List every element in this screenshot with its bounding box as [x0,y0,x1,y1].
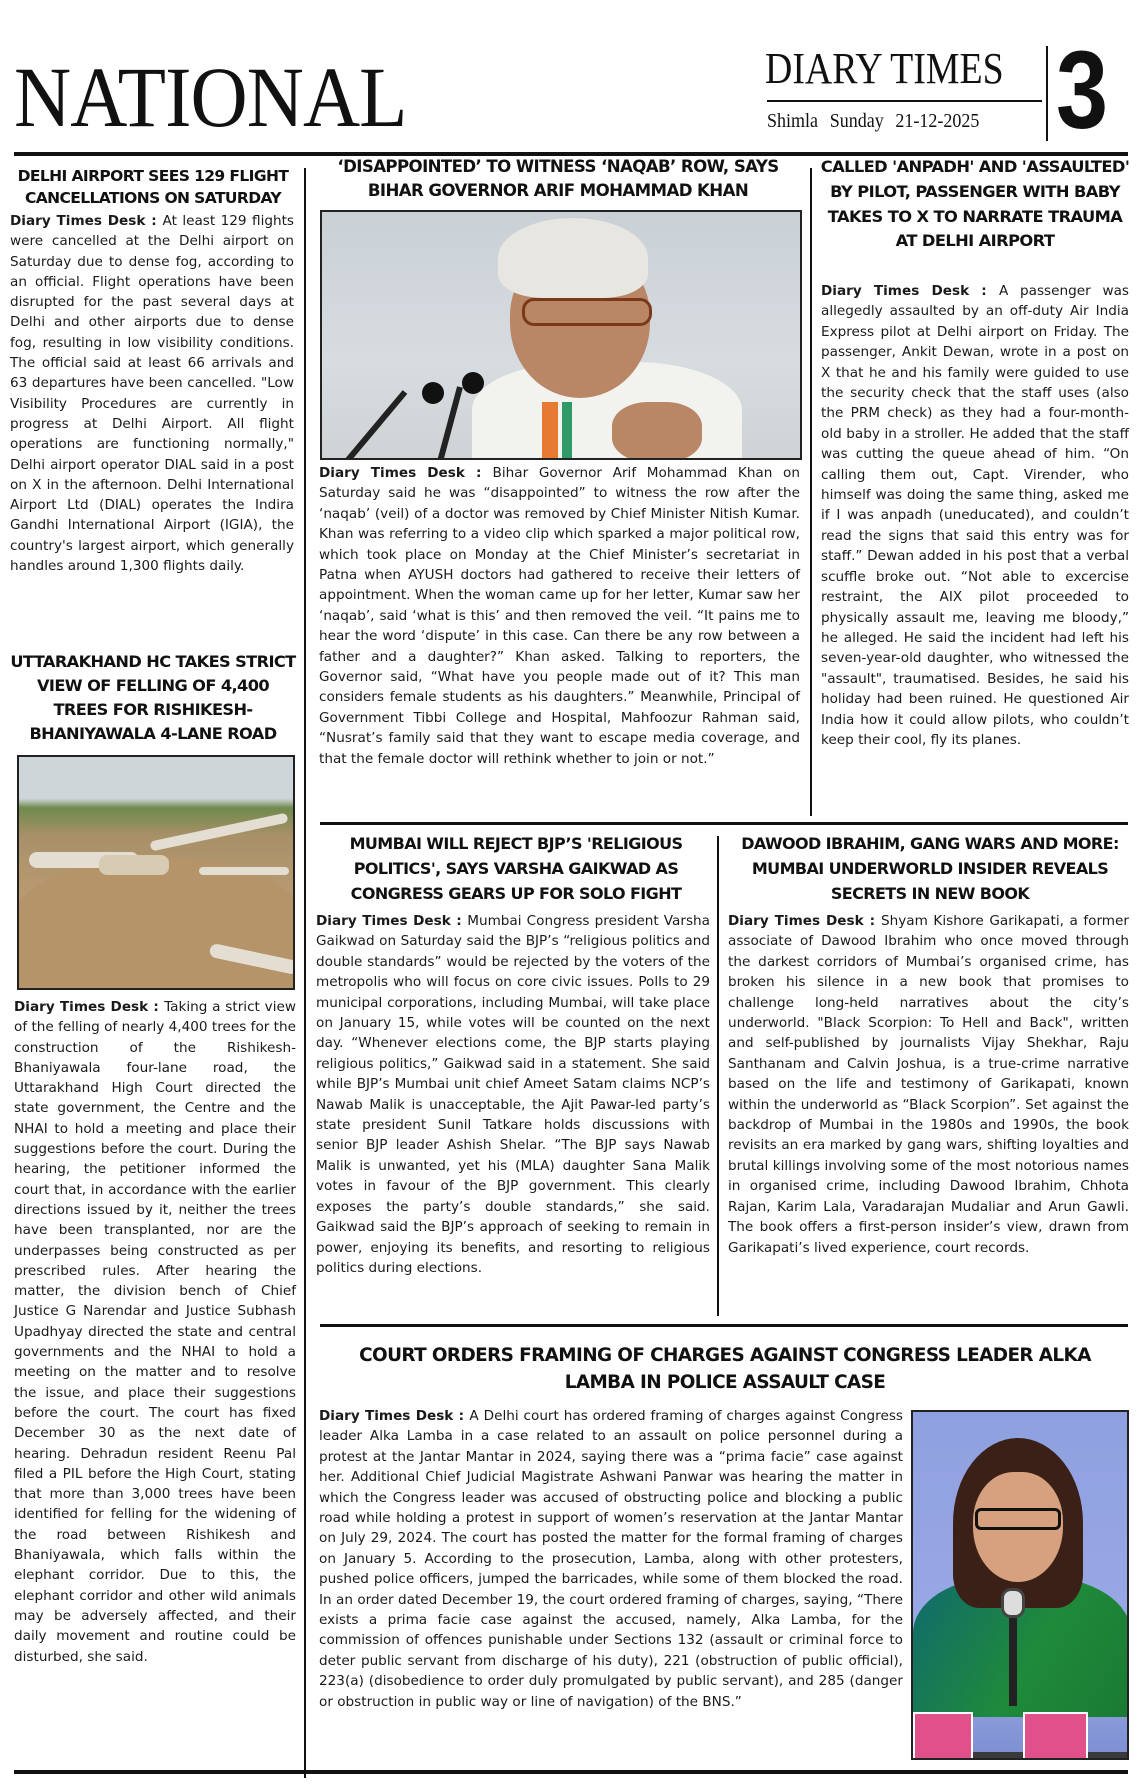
article-headline: DELHI AIRPORT SEES 129 FLIGHT CANCELLATIONS ON SATURDAY [17,167,289,207]
masthead-vertical-rule [1046,46,1048,141]
article-text: At least 129 flights were cancelled at the Delhi airport on Saturday due to dense fog, according to an official. Flight operations have been disrupted for the past several days at Delhi and other airports due to dense fog, resulting in low visibility conditions. The official said at least 66 arrivals and 63 departures have been cancelled. "Low Visibility Procedures are currently in progress at Delhi Airport. All flight operations are functioning normally," Delhi airport operator DIAL said in a post on X in the afternoon. Delhi International Airport Ltd (DIAL) operates the Indira Gandhi International Airport (IGIA), the country's largest airport, which generally handles around 1,300 flights daily. [10,213,295,575]
dateline: Shimla Sunday 21-12-2025 [767,110,980,132]
byline: Diary Times Desk : [728,913,882,929]
felled-trees-photo [17,755,295,990]
page-number: 3 [1056,29,1109,152]
article-text: A passenger was allegedly assaulted by an off-duty Air India Express pilot at Delhi airport on Friday. The passenger, Ankit Dewan, wrote in a post on X that he and his family were guided to use the security check that the staff uses (also the PRM check) as they had a four-month-old baby in a stroller. He added that the staff was cutting the queue ahead of him. “On calling them out, Capt. Virender, who himself was doing the same thing, asked me if I was anpadh (uneducated), and couldn’t read the signs that said this entry was for staff.” Dewan added in his post that a verbal scuffle broke out. “Not able to excercise restraint, the AIX pilot proceeded to physically assault me, leaving me bloody,” he alleged. He said the incident had left his seven-year-old daughter, who witnessed the "assault", traumatised. Besides, he said his holiday had been ruined. He questioned Air India how it could allow pilots, who couldn’t keep their cool, fly its planes. [821,283,1130,748]
article-headline: DAWOOD IBRAHIM, GANG WARS AND MORE: MUMBAI UNDERWORLD INSIDER REVEALS SECRETS IN NEW BOOK [741,834,1119,903]
governor-speaking-photo [320,210,802,460]
section-title: NATIONAL [14,49,407,145]
article-text: Shyam Kishore Garikapati, a former associate of Dawood Ibrahim who once moved through the darkest corridors of Mumbai’s organised crime, has broken his silence in a new book that promises to challenge long-held narratives about the city’s underworld. "Black Scorpion: To Hell and Back", written and self-published by journalists Vijay Shekhar, Raju Santhanam and Calvin Joshua, is a true-crime narrative based on the life and testimony of Garikapati, known within the underworld as “Black Scorpion”. Set against the backdrop of Mumbai in the 1980s and 1990s, the book revisits an era marked by gang wars, shifting loyalties and brutal killings involving some of the most notorious names in organised crime, including Dawood Ibrahim, Chhota Rajan, Karim Lala, Varadarajan Mudaliar and Arun Gawli. The book offers a first-person insider’s view, drawn from Garikapati’s lived experience, court records. [728,913,1129,1256]
bottom-rule [14,1770,1128,1774]
byline: Diary Times Desk : [821,283,999,299]
article-body [728,911,1129,1258]
article-body [14,997,296,1667]
article-body [821,281,1129,750]
byline: Diary Times Desk : [10,213,163,229]
column-rule [304,168,306,1778]
article-headline: MUMBAI WILL REJECT BJP’S 'RELIGIOUS POLITICS', SAYS VARSHA GAIKWAD AS CONGRESS GEARS UP FOR SOLO FIGHT [349,834,683,903]
column-rule [717,836,719,1316]
article-body [319,1406,903,1712]
article-text: Mumbai Congress president Varsha Gaikwad on Saturday said the BJP’s “religious politics and double standards” would be rejected by the voters of the metropolis who will focus on core civic issues. Polls to 29 municipal corporations, including Mumbai, will take place on January 15, while votes will be counted on the next day. “Whenever elections come, the BJP starts playing religious politics,” Gaikwad said in a statement. She said while BJP’s Mumbai unit chief Ameet Satam claims NCP’s Nawab Malik is unacceptable, the Ajit Pawar-led party’s state president Sunil Tatkare holds discussions with senior BJP leader Ashish Shelar. “The BJP says Nawab Malik is unwanted, yet his (MLA) daughter Sana Malik votes in favour of the BJP government. This clearly exposes the party’s double standards,” she said. Gaikwad said the BJP’s approach of seeking to remain in power, enjoying its benefits, and resorting to religious politics during elections. [316,913,710,1276]
column-rule [810,168,812,816]
section-rule [320,822,1128,825]
byline: Diary Times Desk : [319,1408,470,1424]
newspaper-name: DIARY TIMES [765,44,1004,93]
article-headline: UTTARAKHAND HC TAKES STRICT VIEW OF FELLING OF 4,400 TREES FOR RISHIKESH-BHANIYAWALA 4-LANE ROAD [10,652,296,743]
article-body [10,211,294,576]
article-body [316,911,710,1278]
article-headline: ‘DISAPPOINTED’ TO WITNESS ‘NAQAB’ ROW, SAYS BIHAR GOVERNOR ARIF MOHAMMAD KHAN [337,157,779,200]
article-body [319,463,800,769]
alka-lamba-photo [911,1410,1129,1760]
article-headline: COURT ORDERS FRAMING OF CHARGES AGAINST CONGRESS LEADER ALKA LAMBA IN POLICE ASSAULT CASE [359,1345,1091,1393]
byline: Diary Times Desk : [14,999,165,1015]
article-headline: CALLED 'ANPADH' AND 'ASSAULTED' BY PILOT, PASSENGER WITH BABY TAKES TO X TO NARRATE TRAUMA AT DELHI AIRPORT [820,157,1130,251]
byline: Diary Times Desk : [316,913,468,929]
article-text: A Delhi court has ordered framing of charges against Congress leader Alka Lamba in a case related to an assault on police personnel during a protest at the Jantar Mantar in 2024, saying there was a “prima facie” case against her. Additional Chief Judicial Magistrate Ashwani Panwar was hearing the matter in which the Congress leader was accused of obstructing police and blocking a public road while holding a protest in support of women’s reservation at the Jantar Mantar on July 29, 2024. The court has posted the matter for the formal framing of charges on January 5. According to the prosecution, Lamba, along with other protesters, pushed police officers, jumped the barricades, while some of them blocked the road. In an order dated December 19, the court ordered framing of charges, saying, “There exists a prima facie case against the accused, namely, Alka Lamba, for the commission of offences punishable under Sections 132 (assault or criminal force to deter public servant from discharge of his duty), 221 (obstruction of public official), 223(a) (disobedience to order duly promulgated by public servant), and 285 (danger or obstruction in public way or line of navigation) of the BNS.” [319,1408,903,1710]
byline: Diary Times Desk : [319,465,493,481]
masthead-divider [767,100,1042,102]
section-rule [320,1324,1128,1327]
article-text: Bihar Governor Arif Mohammad Khan on Saturday said he was “disappointed” to witness the row after the ‘naqab’ (veil) of a doctor was removed by Chief Minister Nitish Kumar. Khan was referring to a video clip which sparked a major political row, which took place on Monday at the Chief Minister’s secretariat in Patna when AYUSH doctors had gathered to receive their letters of appointment. When the woman came up for her letter, Kumar saw her ‘naqab’, said ‘what is this’ and then removed the veil. “It pains me to hear the word ‘dispute’ in this case. Can there be any row between a father and a daughter?” Khan asked. Talking to reporters, the Governor said, “What have you people made out of it? This man considers female students as his daughters.” Meanwhile, Principal of Government Tibbi College and Hospital, Mahfoozur Rahman said, “Nusrat’s family said that they want to escape media coverage, and that the female doctor will rethink whether to join or not.” [319,465,800,767]
article-text: Taking a strict view of the felling of nearly 4,400 trees for the construction of the Rishikesh-Bhaniyawala four-lane road, the Uttarakhand High Court directed the state government, the Centre and the NHAI to hold a meeting and place their suggestions before the court. During the hearing, the petitioner informed the court that, in accordance with the earlier directions issued by it, neither the trees have been transplanted, nor are the underpasses being constructed as per prescribed rules. After hearing the matter, the division bench of Chief Justice G Narendar and Justice Subhash Upadhyay directed the state and central governments and the NHAI to hold a meeting on the matter and to resolve the issue, and place their suggestions before the court. The court has fixed December 30 as the next date of hearing. Dehradun resident Reenu Pal filed a PIL before the High Court, stating that more than 3,000 trees have been identified for felling for the widening of the road between Rishikesh and Bhaniyawala, which falls within the elephant corridor. Due to this, the elephant corridor and other wild animals may be adversely affected, and their daily movement and routine could be disturbed, she said. [14,999,296,1665]
